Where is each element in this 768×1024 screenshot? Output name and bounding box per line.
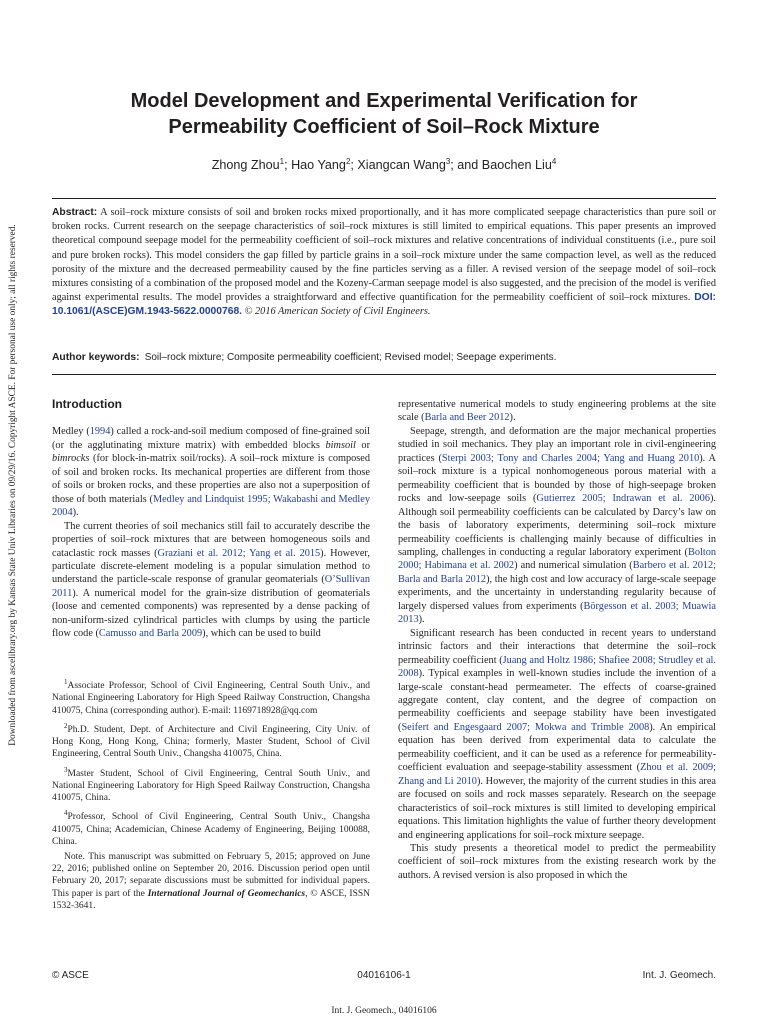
footnote-text: Professor, School of Civil Engineering, Central South Univ., Changsha 410075, China; Academician, Chinese Academy of Engineering, Beijing 100088, China. [52,812,370,847]
footnote-2 [52,720,370,761]
term-bimsoil: bimsoil [325,439,356,451]
text-run: Significant research has been conducted in recent years to understand intrinsic factors and their interactions that determine the soil–rock permeability coefficient ( [398,627,716,666]
footnote-marker: 3 [64,765,68,774]
intro-paragraph-2 [52,520,370,641]
text-run: ). However, particulate discrete-element modeling is a popular simulation method to understand the particle-scale response of granular geomaterials ( [52,547,370,586]
footnote-text: Associate Professor, School of Civil Engineering, Central South Univ., and National Engineering Laboratory for High Speed Railway Construction, Changsha 410075, China (corresponding author). E-mail: 1169718928@qq.com [52,681,370,716]
citation-link[interactable]: Gutierrez 2005; Indrawan et al. 2006 [536,493,710,505]
author-4-affil: 4 [551,157,557,166]
text-run: ). However, the majority of the current studies in this area are focused on soils and rock masses separately. Research on the seepage characteristics of soil–rock mixtures is still limited to developing empirical equations. This limitation highlights the value of further theory development and engineering applications for soil–rock mixture seepage. [398,775,717,841]
citation-link[interactable]: Börgesson et al. 2003; Muawia 2013 [398,600,716,626]
author-1: Zhong Zhou [211,158,280,173]
citation-link[interactable]: Seifert and Engesgaard 2007; Mokwa and Trimble 2008 [401,721,650,733]
text-run: , © ASCE, ISSN 1532-3641. [52,888,370,911]
citation-link[interactable]: Zhou et al. 2009; Zhang and Li 2010 [398,762,716,787]
keywords-text: Soil–rock mixture; Composite permeability coefficient; Revised model; Seepage experiments. [144,352,557,363]
right-paragraph-2 [398,425,716,627]
abstract-top-rule [52,198,716,199]
citation-link[interactable]: Camusso and Barla 2009 [98,628,203,640]
author-4: ; and Baochen Liu [450,158,552,173]
right-paragraph-4: This study presents a theoretical model to predict the permeability coefficient of soil–rock mixtures from the existing research work by the authors. A revised version is also proposed in which the [398,842,716,881]
text-run: Medley ( [52,426,90,438]
citation-link[interactable]: Barla and Beer 2012 [424,412,510,424]
text-run: ). Although soil permeability coefficients can be calculated by Darcy’s law on the basis of laboratory experiments, determining soil–rock mixture permeability coefficients is challenging mainly because of difficulties in sampling, challenges in conducting a regular laboratory experiment ( [398,493,716,558]
footer-journal: Int. J. Geomech. [642,970,716,981]
footer-page-id: 04016106-1 [357,970,411,981]
abstract-bottom-rule [52,374,716,375]
citation-link[interactable]: Barbero et al. 2012; Barla and Barla 2012 [398,560,716,585]
term-bimrocks: bimrocks [52,453,90,465]
citation-link[interactable]: O’Sullivan 2011 [52,574,370,599]
author-2: ; Hao Yang [284,158,346,173]
text-run: or [355,439,370,451]
abstract-copyright: © 2016 American Society of Civil Engineers. [242,306,431,318]
footnote-4 [52,807,370,848]
text-run: ), the high cost and low accuracy of large-scale seepage experiments, and the uncertainty in understanding regularity because of largely dispersed values from experiments ( [398,573,716,612]
author-2-affil: 2 [345,157,351,166]
author-3-affil: 3 [445,157,451,166]
left-column [52,398,370,641]
footnote-marker: 1 [64,678,68,686]
title-line-1: Model Development and Experimental Verification for [130,90,638,112]
citation-link[interactable]: Graziani et al. 2012; Yang et al. 2015 [157,547,321,559]
text-run: ) and numerical simulation ( [514,560,633,572]
footnote-text: Ph.D. Student, Dept. of Architecture and Civil Engineering, City Univ. of Hong Kong, Hong Kong, China; formerly, Master Student, School of Civil Engineering, Central South Univ., Changsha 410075, China. [52,724,370,760]
text-run: ). Typical examples in well-known studies include the invention of a large-scale constant-head permeameter. The effects of coarse-grained aggregate content, clay content, and the degree of compaction on permeability coefficients and seepage stability have been investigated ( [398,668,716,733]
abstract-label: Abstract: [52,207,98,218]
title-line-2: Permeability Coefficient of Soil–Rock Mixture [168,116,600,138]
citation-link[interactable]: Medley and Lindquist 1995; Wakabashi and Medley 2004 [52,493,370,519]
doi-link[interactable]: 10.1061/(ASCE)GM.1943-5622.0000768. [52,306,243,318]
submission-note [52,851,370,912]
right-paragraph-1 [398,398,716,425]
text-run: ). [509,412,516,424]
paper-title [40,88,728,140]
text-run: ), which can be used to build [202,628,321,640]
author-1-affil: 1 [279,157,285,166]
text-run: (for block-in-matrix soil/rocks). A soil–rock mixture is composed of soil and broken rocks. Its mechanical properties are different from those of soils or broken rocks, and these properties are also not a superposition of those of both materials ( [52,453,370,505]
footer-copyright: © ASCE [52,970,89,981]
text-run: ). An empirical equation has been derived from experimental data to calculate the permeability coefficient, and it can be used as a reference for permeability-coefficient evaluation and seepage-stability assessment ( [398,721,716,774]
footnotes [52,676,370,915]
download-notice-text: Downloaded from ascelibrary.org by Kansas State Univ Libraries on 09/29/16. Copyright ASCE. For personal use only; all rights reserved. [8,224,18,746]
text-run: Seepage, strength, and deformation are the major mechanical properties studied in soil mechanics. They play an important role in civil-engineering practices ( [398,425,716,464]
doi-label: DOI: [694,292,716,304]
citation-link[interactable]: Sterpi 2003; Tony and Charles 2004; Yang and Huang 2010 [441,452,700,464]
right-paragraph-3 [398,627,716,842]
text-run: The current theories of soil mechanics still fail to accurately describe the properties of soil–rock mixtures that are between homogeneous soils and cataclastic rock masses ( [52,520,370,559]
footnote-marker: 4 [64,809,68,818]
right-column [398,398,716,882]
citation-link[interactable]: Juang and Holtz 1986; Shafiee 2008; Strudley et al. 2008 [398,654,716,680]
citation-link[interactable]: Bolton 2000; Habimana et al. 2002 [398,546,716,572]
abstract-text: A soil–rock mixture consists of soil and broken rocks mixed proportionally, and it has more complicated seepage characteristics than pure soil or broken rocks. Current research on the seepage characteristics of soil–rock mixtures is still limited to empirical equations. This paper presents an improved theoretical compound seepage model for the permeability coefficient of soil–rock mixtures and relative concentrations of individual constituents (i.e., pure soil and pure broken rocks). This model considers the gap filled by particle grains in a soil–rock mixture under the same compaction level, as well as the reduced porosity of the mixture and the decreased permeability caused by the fine particles serving as a filler. A revised version of the seepage model of soil–rock mixtures consisting of a combination of the proposed model and the Kozeny-Carman seepage model is also suggested, and the precision of the model is verified against experimental results. The model provides a straightforward and effective quantification for the permeability coefficient of soil–rock mixtures. [52,207,716,304]
introduction-heading: Introduction [52,397,122,411]
text-run: ) called a rock-and-soil medium composed of fine-grained soil (or the agglutinating mixture matrix) with embedded blocks [52,426,370,451]
download-notice [6,200,20,770]
keywords-label: Author keywords: [52,352,140,363]
author-3: ; Xiangcan Wang [350,158,446,173]
author-list [40,154,728,173]
text-run: ). [72,507,79,519]
text-run: ). A soil–rock mixture is a typical nonhomogeneous porous material with a permeability coefficient that is bounded by those of high-seepage broken rocks and low-seepage soils ( [398,452,716,505]
text-run: ). [418,614,425,626]
footnote-3 [52,764,370,805]
journal-name: International Journal of Geomechanics [147,888,306,899]
footnote-1 [52,676,370,717]
abstract [52,206,716,320]
footnote-marker: 2 [64,721,68,730]
text-run: ). A numerical model for the grain-size distribution of geomaterials (loose and cemented components) was represented by a dense packing of non-uniform-sized cylindrical particles with clumps by using the particle flow code ( [52,587,370,640]
author-keywords [52,351,716,365]
text-run: Note. This manuscript was submitted on February 5, 2015; approved on June 22, 2016; published online on September 20, 2016. Discussion period open until February 20, 2017; separate discussions must be submitted for individual papers. This paper is part of the [52,852,370,899]
text-run: representative numerical models to study engineering problems at the site scale ( [398,399,716,424]
bottom-citation: Int. J. Geomech., 04016106 [331,1006,437,1016]
intro-paragraph-1 [52,425,370,519]
footnote-text: Master Student, School of Civil Engineering, Central South Univ., and National Engineering Laboratory for High Speed Railway Construction, Changsha 410075, China. [52,768,370,804]
citation-link[interactable]: 1994 [89,426,111,438]
